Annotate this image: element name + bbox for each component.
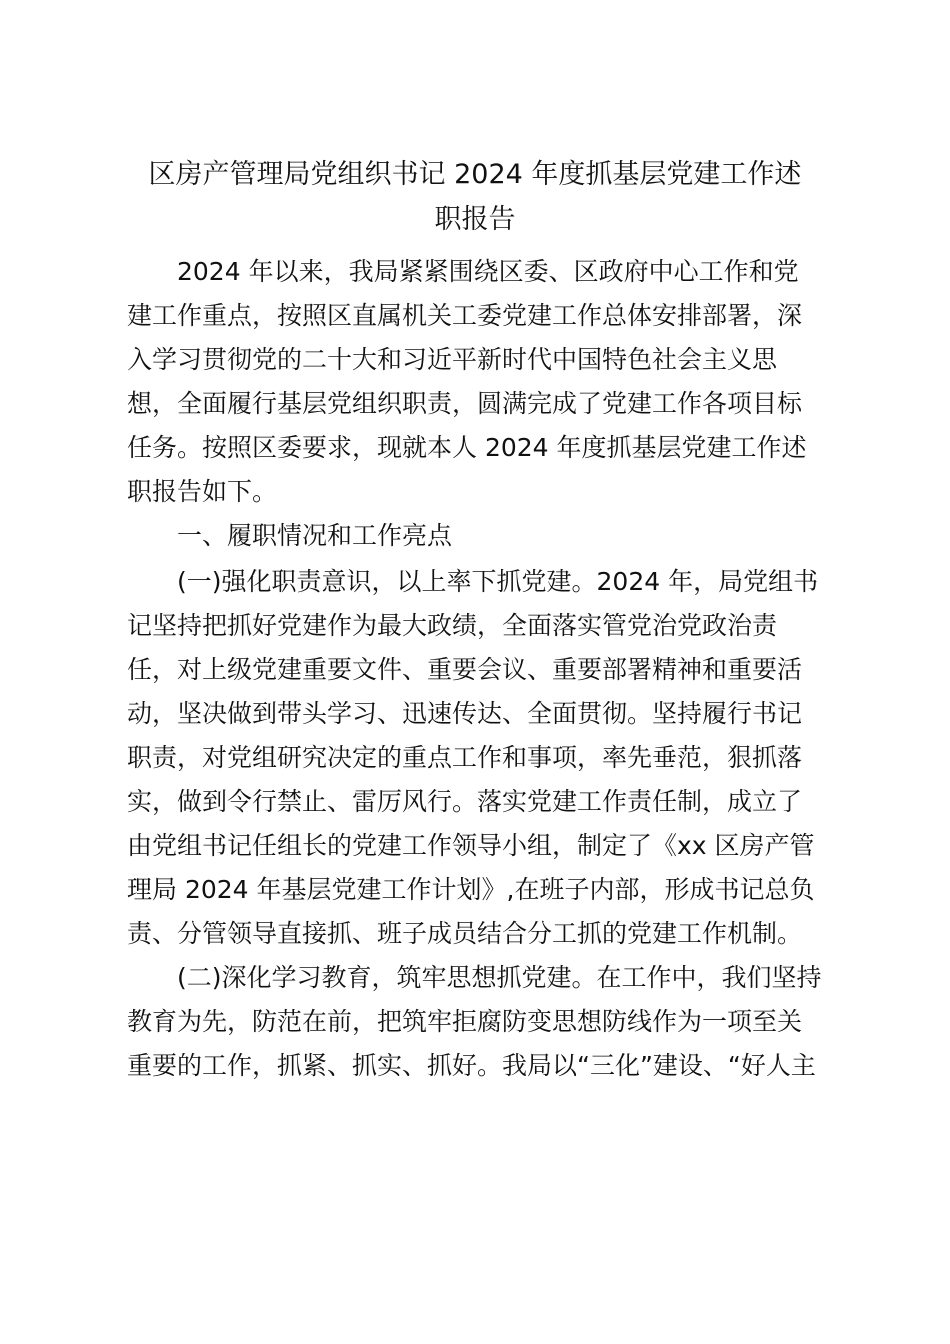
paragraph-line: 动，坚决做到带头学习、迅速传达、全面贯彻。坚持履行书记 [127,699,803,728]
paragraph-line: 由党组书记任组长的党建工作领导小组，制定了《xx 区房产管 [127,831,815,860]
paragraph-line: 责、分管领导直接抓、班子成员结合分工抓的党建工作机制。 [127,919,803,948]
paragraph-line: (二)深化学习教育，筑牢思想抓党建。在工作中，我们坚持 [177,963,822,992]
paragraph-line: 教育为先，防范在前，把筑牢拒腐防变思想防线作为一项至关 [127,1007,803,1036]
paragraph-line: 职报告如下。 [127,477,278,506]
document-title-line-2: 职报告 [434,204,516,235]
paragraph-line: 2024 年以来，我局紧紧围绕区委、区政府中心工作和党 [177,257,799,286]
paragraph-line: 重要的工作，抓紧、抓实、抓好。我局以“三化”建设、“好人主 [127,1051,816,1080]
paragraph-line: 理局 2024 年基层党建工作计划》,在班子内部，形成书记总负 [127,875,815,904]
section-heading: 一、履职情况和工作亮点 [177,521,453,550]
paragraph-line: 任，对上级党建重要文件、重要会议、重要部署精神和重要活 [127,655,803,684]
document-title-line-1: 区房产管理局党组织书记 2024 年度抓基层党建工作述 [148,159,802,190]
paragraph-line: 实，做到令行禁止、雷厉风行。落实党建工作责任制，成立了 [127,787,803,816]
paragraph-line: (一)强化职责意识，以上率下抓党建。2024 年，局党组书 [177,567,819,596]
paragraph-line: 记坚持把抓好党建作为最大政绩，全面落实管党治党政治责 [127,611,778,640]
paragraph-line: 建工作重点，按照区直属机关工委党建工作总体安排部署，深 [127,301,803,330]
paragraph-line: 职责，对党组研究决定的重点工作和事项，率先垂范，狠抓落 [127,743,803,772]
paragraph-line: 入学习贯彻党的二十大和习近平新时代中国特色社会主义思 [127,345,778,374]
paragraph-line: 想，全面履行基层党组织职责，圆满完成了党建工作各项目标 [127,389,803,418]
paragraph-line: 任务。按照区委要求，现就本人 2024 年度抓基层党建工作述 [127,433,807,462]
